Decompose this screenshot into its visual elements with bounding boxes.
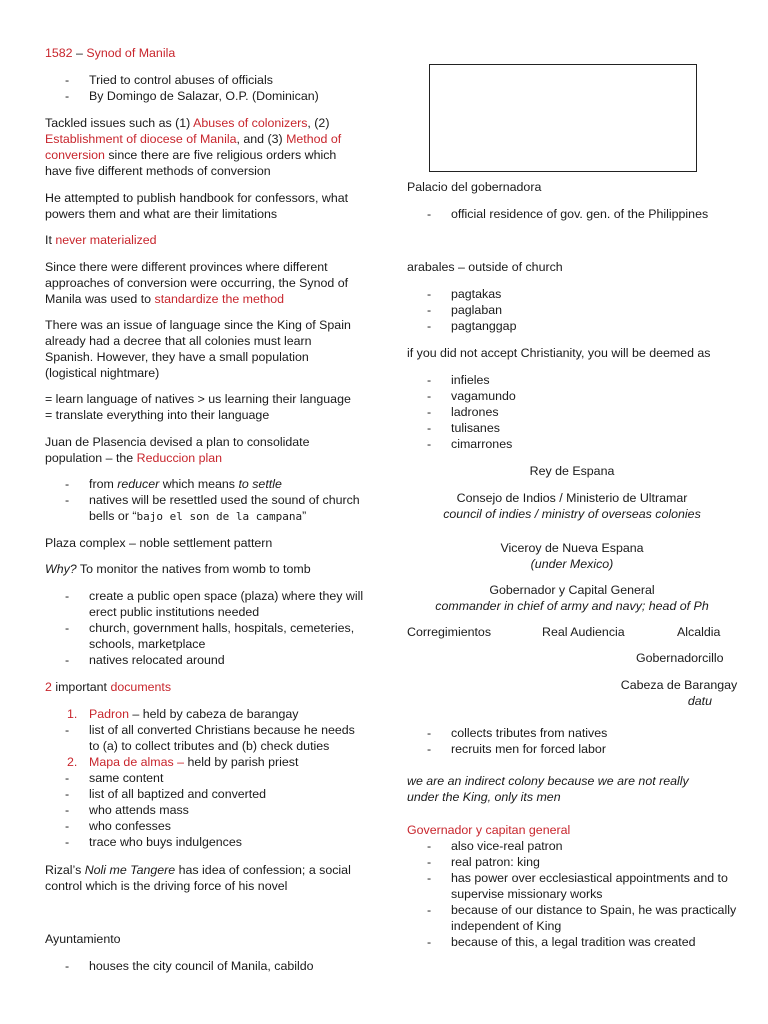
- list-item: - cimarrones: [407, 436, 737, 452]
- never-paragraph: It never materialized: [45, 233, 157, 247]
- plasencia-paragraph: Juan de Plasencia devised a plan to consolidate population – the Reduccion plan: [45, 435, 310, 465]
- hierarchy-gobernador: Gobernador y Capital General commander in chief of army and navy; head of Ph: [435, 583, 709, 613]
- governador-heading: Governador y capitan general: [407, 823, 571, 837]
- hierarchy-consejo: Consejo de Indios / Ministerio de Ultramar council of indies / ministry of overseas colonies: [443, 491, 701, 521]
- list-item: - ladrones: [407, 404, 737, 420]
- list-item: - has power over ecclesiastical appointments and to supervise missionary works: [407, 870, 737, 902]
- synod-heading: 1582 – Synod of Manila: [45, 46, 176, 60]
- list-item: - infieles: [407, 372, 737, 388]
- hierarchy-viceroy: Viceroy de Nueva Espana (under Mexico): [500, 541, 644, 571]
- list-item: - real patron: king: [407, 854, 737, 870]
- language-paragraph: There was an issue of language since the King of Spain already had a decree that all colonies must learn Spanish. However, they have a small population (logistical nightmare): [45, 318, 351, 380]
- ayuntamiento-heading: Ayuntamiento: [45, 932, 121, 946]
- list-item: - natives will be resettled used the sound of church bells or “bajo el son de la campana”: [45, 492, 365, 525]
- equation-lines: = learn language of natives > us learning their language = translate everything into their language: [45, 392, 351, 422]
- list-item: - recruits men for forced labor: [407, 741, 737, 757]
- list-item: - natives relocated around: [45, 652, 365, 668]
- image-placeholder-box: [429, 64, 697, 172]
- governador-bullets: [407, 838, 737, 950]
- list-item: - vagamundo: [407, 388, 737, 404]
- list-item: - tulisanes: [407, 420, 737, 436]
- handbook-paragraph: He attempted to publish handbook for confessors, what powers them and what are their limitations: [45, 191, 349, 221]
- reduccion-bullets: [45, 476, 365, 525]
- list-item: - paglaban: [407, 302, 737, 318]
- indirect-colony-note: we are an indirect colony because we are not really under the King, only its men: [407, 774, 689, 804]
- list-item: 2. Mapa de almas – held by parish priest: [67, 755, 299, 769]
- list-item: - pagtakas: [407, 286, 737, 302]
- hierarchy-branches: [407, 624, 737, 640]
- list-item: - same content: [45, 770, 365, 786]
- deemed-bullets: [407, 372, 737, 452]
- plaza-paragraph: Plaza complex – noble settlement pattern: [45, 536, 273, 550]
- synod-year: 1582: [45, 46, 73, 60]
- tackled-paragraph: Tackled issues such as (1) Abuses of colonizers, (2) Establishment of diocese of Manila, and (3) Method of conversion since there are five religious orders which have five different methods of conversion: [45, 116, 342, 178]
- list-item: - create a public open space (plaza) where they will erect public institutions needed: [45, 588, 365, 620]
- provinces-paragraph: Since there were different provinces where different approaches of conversion were occurring, the Synod of Manila was used to standardize the method: [45, 260, 349, 306]
- arabales-bullets: [407, 286, 737, 334]
- branch-alcaldia: Alcaldia: [677, 625, 721, 639]
- arabales-heading: arabales – outside of church: [407, 260, 563, 274]
- list-item: - pagtanggap: [407, 318, 737, 334]
- palacio-bullets: [407, 206, 737, 222]
- list-item: - who attends mass: [45, 802, 365, 818]
- list-item: - houses the city council of Manila, cabildo: [45, 958, 365, 974]
- palacio-heading: Palacio del gobernadora: [407, 180, 542, 194]
- list-item: - official residence of gov. gen. of the Philippines: [407, 206, 737, 222]
- list-item: - collects tributes from natives: [407, 725, 737, 741]
- list-item: - because of this, a legal tradition was created: [407, 934, 737, 950]
- list-item: - from reducer which means to settle: [45, 476, 365, 492]
- list-item: - list of all baptized and converted: [45, 786, 365, 802]
- list-item: - because of our distance to Spain, he was practically independent of King: [407, 902, 737, 934]
- synod-title: Synod of Manila: [86, 46, 176, 60]
- branch-real-audiencia: Real Audiencia: [542, 625, 625, 639]
- hierarchy-gobernadorcillo: Gobernadorcillo: [636, 651, 724, 665]
- cabeza-bullets: [407, 725, 737, 757]
- plaza-bullets: [45, 588, 365, 668]
- ayuntamiento-bullets: [45, 958, 365, 974]
- documents-heading: 2 important documents: [45, 680, 172, 694]
- synod-bullets: [45, 72, 365, 104]
- list-item: - trace who buys indulgences: [45, 834, 365, 850]
- list-item: - church, government halls, hospitals, cemeteries, schools, marketplace: [45, 620, 365, 652]
- list-item: - By Domingo de Salazar, O.P. (Dominican): [45, 88, 365, 104]
- list-item: 1. Padron – held by cabeza de barangay: [67, 707, 299, 721]
- deemed-paragraph: if you did not accept Christianity, you will be deemed as: [407, 346, 711, 360]
- hierarchy-rey: Rey de Espana: [529, 464, 615, 478]
- hierarchy-cabeza: Cabeza de Barangay datu: [620, 678, 738, 708]
- list-item: - also vice-real patron: [407, 838, 737, 854]
- rizal-paragraph: Rizal’s Noli me Tangere has idea of confession; a social control which is the driving force of his novel: [45, 863, 351, 893]
- list-item: - Tried to control abuses of officials: [45, 72, 365, 88]
- why-paragraph: Why? To monitor the natives from womb to tomb: [45, 562, 311, 576]
- list-item: - list of all converted Christians because he needs to (a) to collect tributes and (b) check duties: [45, 722, 365, 754]
- documents-list: [45, 706, 365, 850]
- right-column: [407, 0, 738, 949]
- list-item: - who confesses: [45, 818, 365, 834]
- branch-corregimientos: Corregimientos: [407, 625, 492, 639]
